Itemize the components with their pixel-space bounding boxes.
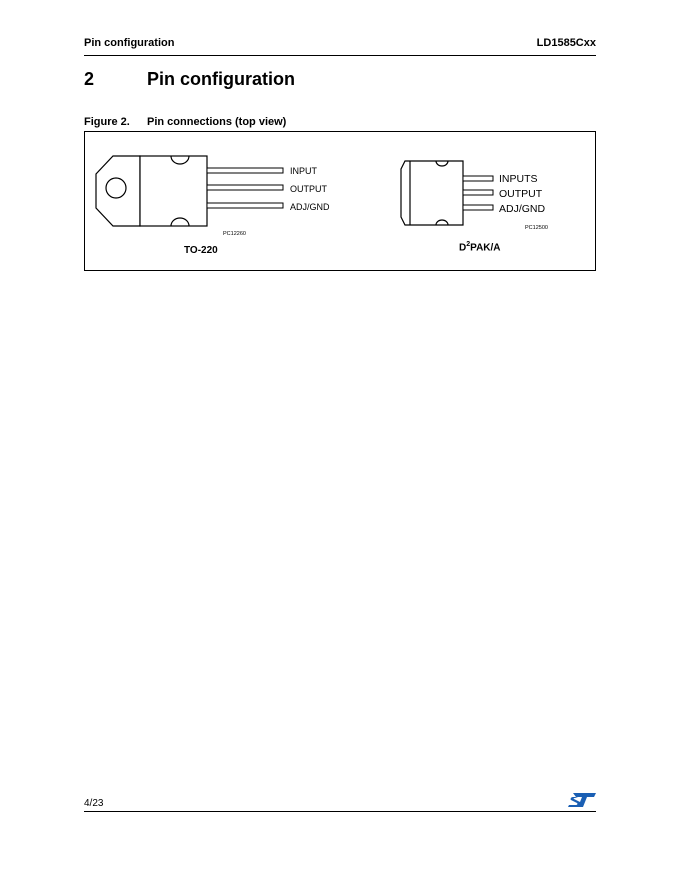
section-title: Pin configuration (147, 69, 295, 89)
d2pak-name-superscript: 2 (466, 241, 471, 248)
st-logo-icon (567, 792, 597, 813)
footer-rule (84, 811, 596, 812)
d2pak-pin-2-label: OUTPUT (499, 188, 543, 200)
to220-pin-2-label: OUTPUT (290, 184, 327, 194)
d2pak-pin-2-lead (463, 190, 493, 195)
page-number: 4/23 (84, 798, 104, 809)
d2pak-pin-1-label: INPUTS (499, 173, 538, 185)
d2pak-package-name (459, 241, 501, 253)
figure-title: Pin connections (top view) (147, 116, 287, 128)
to220-pin-2-lead (207, 185, 283, 190)
figure-frame (84, 131, 596, 271)
running-header-section: Pin configuration (84, 37, 175, 49)
to220-pin-3-label: ADJ/GND (290, 202, 330, 212)
to220-pin-3-lead (207, 203, 283, 208)
to220-package-name: TO-220 (184, 245, 218, 256)
d2pak-pin-3-lead (463, 205, 493, 210)
figure-label: Figure 2. (84, 116, 130, 128)
header-rule (84, 55, 596, 56)
to220-pin-1-lead (207, 168, 283, 173)
st-logo-s-shape (568, 797, 581, 807)
d2pak-pin-1-lead (463, 176, 493, 181)
d2pak-package-drawing (401, 161, 548, 231)
to220-package-drawing (96, 156, 330, 237)
to220-mounting-hole-icon (106, 178, 126, 198)
to220-pin-1-label: INPUT (290, 166, 317, 176)
d2pak-pin-3-label: ADJ/GND (499, 203, 546, 215)
running-header-doc-id: LD1585Cxx (536, 37, 596, 49)
d2pak-drawing-code: PC12500 (525, 225, 548, 231)
st-logo-t-shape (573, 793, 596, 807)
to220-body (140, 156, 207, 226)
d2pak-name-prefix: D (459, 242, 467, 254)
to220-drawing-code: PC12260 (223, 231, 246, 237)
section-number: 2 (84, 69, 95, 89)
pin-connections-drawing (85, 132, 597, 272)
d2pak-name-suffix: PAK/A (470, 242, 501, 254)
